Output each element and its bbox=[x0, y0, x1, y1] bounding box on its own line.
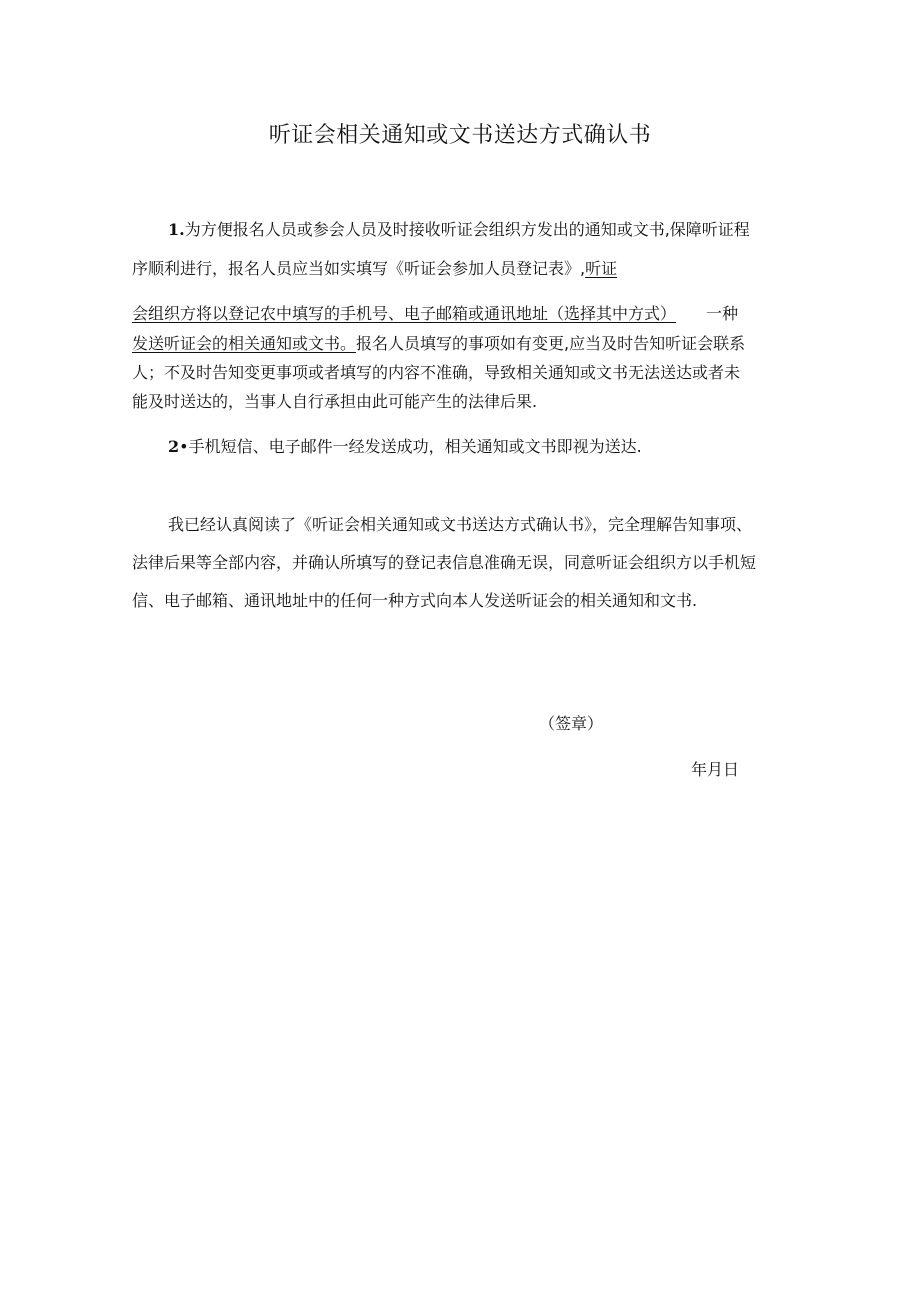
item1-line-6 bbox=[132, 391, 792, 413]
confirm-text-3: 信、电子邮箱、通讯地址中的任何一种方式向本人发送听证会的相关通知和文书. bbox=[132, 591, 698, 610]
item1-text-2b: 听证 bbox=[585, 259, 618, 278]
item1-line-2 bbox=[132, 258, 792, 280]
item1-number: 1. bbox=[168, 220, 185, 239]
item1-text-4a: 发送听证会的相关通知或文书。 bbox=[132, 334, 357, 353]
item1-text-4b: 报名人员填写的事项如有变更,应当及时告知听证会联系 bbox=[356, 334, 746, 353]
confirm-line-3 bbox=[132, 590, 792, 612]
confirm-line-2 bbox=[132, 552, 792, 574]
item1-text-5: 人；不及时告知变更事项或者填写的内容不准确，导致相关通知或文书无法送达或者未 bbox=[132, 363, 741, 382]
item1-text-6: 能及时送达的，当事人自行承担由此可能产生的法律后果. bbox=[132, 392, 538, 411]
confirm-text-1: 我已经认真阅读了《听证会相关通知或文书送达方式确认书》，完全理解告知事项、 bbox=[168, 515, 753, 534]
item2-line bbox=[168, 436, 728, 458]
item1-line-1 bbox=[168, 219, 783, 241]
item1-text-2a: 序顺利进行，报名人员应当如实填写《听证会参加人员登记表》, bbox=[132, 259, 586, 278]
confirm-text-2: 法律后果等全部内容，并确认所填写的登记表信息准确无误，同意听证会组织方以手机短 bbox=[132, 553, 757, 572]
date-label: 年月日 bbox=[691, 760, 740, 779]
item1-line-4 bbox=[132, 333, 792, 355]
document-title: 听证会相关通知或文书送达方式确认书 bbox=[268, 123, 652, 148]
item1-text-3a: 会组织方将以登记农中填写的手机号、电子邮箱或通讯地址（选择其中方式） bbox=[132, 304, 677, 323]
item1-line-5 bbox=[132, 362, 792, 384]
item1-line-3 bbox=[132, 303, 792, 325]
item1-text-3b: 一种 bbox=[706, 304, 739, 323]
item2-text: •手机短信、电子邮件一经发送成功，相关通知或文书即视为送达. bbox=[179, 437, 642, 456]
item1-text-1: 为方便报名人员或参会人员及时接收听证会组织方发出的通知或文书,保障听证程 bbox=[184, 220, 750, 239]
confirm-line-1 bbox=[168, 514, 793, 536]
item2-number: 2 bbox=[168, 437, 180, 456]
signature-label: （签章） bbox=[539, 714, 604, 733]
